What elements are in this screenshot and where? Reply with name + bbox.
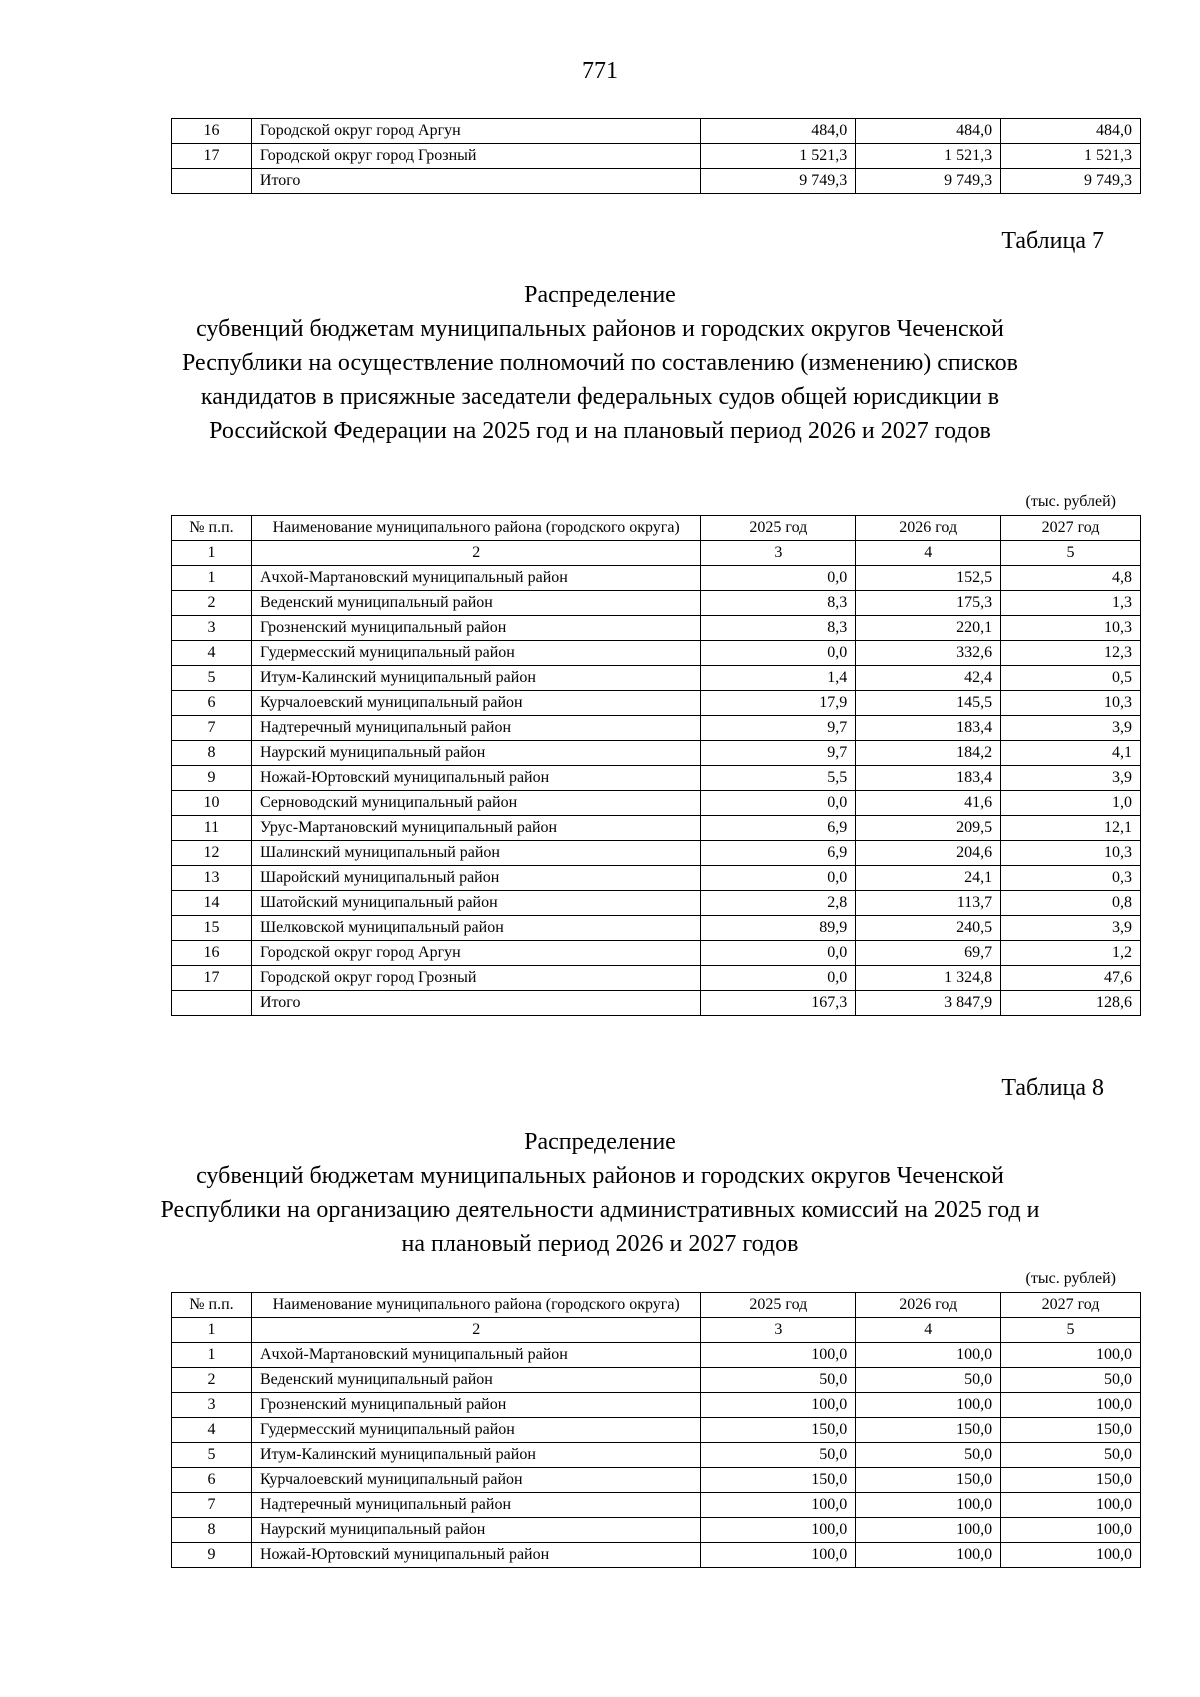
value-2025: 0,0 (701, 941, 856, 966)
row-number: 6 (172, 1468, 252, 1493)
row-number: 3 (172, 1393, 252, 1418)
value-2027: 12,3 (1001, 641, 1141, 666)
header-2027: 2027 год (1001, 516, 1141, 541)
index-cell: 3 (701, 1318, 856, 1343)
value-2027: 484,0 (1001, 119, 1141, 144)
row-number (172, 991, 252, 1016)
row-name: Шаройский муниципальный район (251, 866, 701, 891)
row-number: 1 (172, 566, 252, 591)
row-name: Грозненский муниципальный район (251, 616, 701, 641)
row-name: Городской округ город Аргун (251, 941, 701, 966)
index-cell: 1 (172, 1318, 252, 1343)
table-row (172, 119, 1141, 144)
value-2025: 8,3 (701, 616, 856, 641)
value-2026: 150,0 (856, 1418, 1001, 1443)
value-2027: 0,5 (1001, 666, 1141, 691)
value-2027: 9 749,3 (1001, 169, 1141, 194)
header-num: № п.п. (172, 516, 252, 541)
row-number: 12 (172, 841, 252, 866)
table-row (172, 144, 1141, 169)
value-2027: 100,0 (1001, 1393, 1141, 1418)
row-name: Серноводский муниципальный район (251, 791, 701, 816)
value-2026: 100,0 (856, 1543, 1001, 1568)
total-row (172, 991, 1141, 1016)
row-name: Итум-Калинский муниципальный район (251, 666, 701, 691)
table-row (172, 1443, 1141, 1468)
table-7-units: (тыс. рублей) (1025, 493, 1116, 510)
table-row (172, 641, 1141, 666)
row-name: Ножай-Юртовский муниципальный район (251, 1543, 701, 1568)
value-2025: 89,9 (701, 916, 856, 941)
value-2025: 1 521,3 (701, 144, 856, 169)
value-2026: 50,0 (856, 1443, 1001, 1468)
table-row (172, 1343, 1141, 1368)
row-name: Городской округ город Грозный (251, 144, 700, 169)
row-number: 16 (172, 941, 252, 966)
table-row (172, 616, 1141, 641)
table-row (172, 591, 1141, 616)
row-number: 1 (172, 1343, 252, 1368)
value-2025: 100,0 (701, 1343, 856, 1368)
table-row (172, 1368, 1141, 1393)
row-name: Надтеречный муниципальный район (251, 716, 701, 741)
value-2027: 4,1 (1001, 741, 1141, 766)
value-2026: 240,5 (856, 916, 1001, 941)
index-cell: 5 (1001, 1318, 1141, 1343)
index-cell: 5 (1001, 541, 1141, 566)
value-2027: 150,0 (1001, 1418, 1141, 1443)
value-2025: 0,0 (701, 966, 856, 991)
table-row (172, 1493, 1141, 1518)
row-number (172, 169, 252, 194)
table-row (172, 891, 1141, 916)
row-number: 2 (172, 1368, 252, 1393)
row-name: Веденский муниципальный район (251, 591, 701, 616)
value-2026: 209,5 (856, 816, 1001, 841)
row-number: 5 (172, 666, 252, 691)
value-2026: 100,0 (856, 1518, 1001, 1543)
row-name: Курчалоевский муниципальный район (251, 1468, 701, 1493)
value-2027: 1,3 (1001, 591, 1141, 616)
value-2026: 9 749,3 (856, 169, 1001, 194)
row-number: 8 (172, 741, 252, 766)
value-2026: 220,1 (856, 616, 1001, 641)
value-2026: 152,5 (856, 566, 1001, 591)
value-2027: 47,6 (1001, 966, 1141, 991)
table-row (172, 791, 1141, 816)
row-number: 4 (172, 1418, 252, 1443)
row-number: 16 (172, 119, 252, 144)
row-name: Шатойский муниципальный район (251, 891, 701, 916)
value-2026: 113,7 (856, 891, 1001, 916)
value-2025: 100,0 (701, 1543, 856, 1568)
value-2027: 1,2 (1001, 941, 1141, 966)
table-7 (171, 515, 1141, 1016)
value-2026: 145,5 (856, 691, 1001, 716)
value-2025: 100,0 (701, 1393, 856, 1418)
value-2027: 10,3 (1001, 841, 1141, 866)
value-2025: 0,0 (701, 566, 856, 591)
value-2027: 100,0 (1001, 1343, 1141, 1368)
table-8-title (150, 1125, 1050, 1261)
header-2026: 2026 год (856, 1293, 1001, 1318)
row-number: 4 (172, 641, 252, 666)
row-name: Городской округ город Грозный (251, 966, 701, 991)
value-2027: 4,8 (1001, 566, 1141, 591)
table-row (172, 691, 1141, 716)
value-2025: 167,3 (701, 991, 856, 1016)
row-name: Курчалоевский муниципальный район (251, 691, 701, 716)
value-2025: 17,9 (701, 691, 856, 716)
table-row (172, 716, 1141, 741)
row-number: 13 (172, 866, 252, 891)
value-2027: 128,6 (1001, 991, 1141, 1016)
table-row (172, 1543, 1141, 1568)
continued-table (171, 118, 1141, 194)
row-name: Итого (251, 991, 701, 1016)
row-number: 15 (172, 916, 252, 941)
value-2026: 183,4 (856, 716, 1001, 741)
row-name: Шалинский муниципальный район (251, 841, 701, 866)
table-row (172, 1518, 1141, 1543)
row-name: Итого (251, 169, 700, 194)
value-2027: 10,3 (1001, 616, 1141, 641)
value-2025: 150,0 (701, 1418, 856, 1443)
value-2025: 484,0 (701, 119, 856, 144)
table-7-title (150, 278, 1050, 448)
header-2026: 2026 год (856, 516, 1001, 541)
row-name: Ачхой-Мартановский муниципальный район (251, 1343, 701, 1368)
value-2025: 50,0 (701, 1368, 856, 1393)
row-name: Гудермесский муниципальный район (251, 1418, 701, 1443)
table-row (172, 966, 1141, 991)
row-number: 8 (172, 1518, 252, 1543)
row-name: Надтеречный муниципальный район (251, 1493, 701, 1518)
row-name: Урус-Мартановский муниципальный район (251, 816, 701, 841)
table-7-title-head: Распределение (524, 282, 676, 308)
value-2025: 100,0 (701, 1493, 856, 1518)
index-cell: 3 (701, 541, 856, 566)
row-name: Итум-Калинский муниципальный район (251, 1443, 701, 1468)
row-number: 14 (172, 891, 252, 916)
row-name: Городской округ город Аргун (251, 119, 700, 144)
value-2027: 50,0 (1001, 1443, 1141, 1468)
value-2026: 100,0 (856, 1393, 1001, 1418)
value-2026: 183,4 (856, 766, 1001, 791)
row-number: 17 (172, 966, 252, 991)
table-row (172, 666, 1141, 691)
value-2026: 1 324,8 (856, 966, 1001, 991)
table-7-header-row (172, 516, 1141, 541)
header-2027: 2027 год (1001, 1293, 1141, 1318)
value-2025: 8,3 (701, 591, 856, 616)
row-number: 3 (172, 616, 252, 641)
total-row (172, 169, 1141, 194)
value-2027: 50,0 (1001, 1368, 1141, 1393)
row-number: 7 (172, 716, 252, 741)
value-2025: 0,0 (701, 641, 856, 666)
value-2027: 12,1 (1001, 816, 1141, 841)
value-2027: 3,9 (1001, 716, 1141, 741)
value-2027: 100,0 (1001, 1543, 1141, 1568)
table-8-header-row (172, 1293, 1141, 1318)
header-name: Наименование муниципального района (городского округа) (251, 1293, 701, 1318)
index-cell: 4 (856, 1318, 1001, 1343)
table-row (172, 741, 1141, 766)
index-cell: 2 (251, 1318, 701, 1343)
table-8-units: (тыс. рублей) (1025, 1270, 1116, 1287)
table-7-label: Таблица 7 (1001, 228, 1104, 254)
value-2025: 2,8 (701, 891, 856, 916)
row-name: Гудермесский муниципальный район (251, 641, 701, 666)
value-2026: 175,3 (856, 591, 1001, 616)
table-row (172, 1418, 1141, 1443)
value-2025: 0,0 (701, 791, 856, 816)
value-2026: 150,0 (856, 1468, 1001, 1493)
value-2026: 41,6 (856, 791, 1001, 816)
value-2025: 9,7 (701, 741, 856, 766)
row-number: 5 (172, 1443, 252, 1468)
row-name: Грозненский муниципальный район (251, 1393, 701, 1418)
index-cell: 2 (251, 541, 701, 566)
value-2026: 184,2 (856, 741, 1001, 766)
table-8-index-row (172, 1318, 1141, 1343)
row-name: Наурский муниципальный район (251, 1518, 701, 1543)
value-2025: 6,9 (701, 841, 856, 866)
value-2025: 5,5 (701, 766, 856, 791)
header-2025: 2025 год (701, 1293, 856, 1318)
value-2027: 0,3 (1001, 866, 1141, 891)
table-row (172, 941, 1141, 966)
value-2026: 24,1 (856, 866, 1001, 891)
value-2025: 100,0 (701, 1518, 856, 1543)
row-number: 9 (172, 1543, 252, 1568)
row-name: Веденский муниципальный район (251, 1368, 701, 1393)
table-8-title-head: Распределение (524, 1129, 676, 1155)
value-2026: 332,6 (856, 641, 1001, 666)
table-row (172, 566, 1141, 591)
index-cell: 4 (856, 541, 1001, 566)
table-row (172, 841, 1141, 866)
row-number: 7 (172, 1493, 252, 1518)
value-2025: 0,0 (701, 866, 856, 891)
index-cell: 1 (172, 541, 252, 566)
row-number: 9 (172, 766, 252, 791)
row-number: 17 (172, 144, 252, 169)
row-name: Ачхой-Мартановский муниципальный район (251, 566, 701, 591)
row-name: Шелковской муниципальный район (251, 916, 701, 941)
row-number: 11 (172, 816, 252, 841)
table-row (172, 1393, 1141, 1418)
value-2026: 69,7 (856, 941, 1001, 966)
header-2025: 2025 год (701, 516, 856, 541)
row-number: 6 (172, 691, 252, 716)
value-2027: 0,8 (1001, 891, 1141, 916)
row-number: 2 (172, 591, 252, 616)
value-2027: 100,0 (1001, 1493, 1141, 1518)
table-row (172, 816, 1141, 841)
row-number: 10 (172, 791, 252, 816)
table-row (172, 916, 1141, 941)
header-num: № п.п. (172, 1293, 252, 1318)
table-8 (171, 1292, 1141, 1568)
value-2027: 150,0 (1001, 1468, 1141, 1493)
value-2025: 9,7 (701, 716, 856, 741)
table-7-title-body: субвенций бюджетам муниципальных районов и городских округов Чеченской Республики на осуществление полномочий по составлению (изменению) списков кандидатов в присяжные заседатели федеральных судов общей юрисдикции в Российской Федерации на 2025 год и на плановый период 2026 и 2027 годов (181, 316, 1019, 444)
row-name: Наурский муниципальный район (251, 741, 701, 766)
value-2027: 100,0 (1001, 1518, 1141, 1543)
table-8-title-body: субвенций бюджетам муниципальных районов и городских округов Чеченской Республики на организацию деятельности административных комиссий на 2025 год и на плановый период 2026 и 2027 годов (160, 1163, 1040, 1257)
value-2025: 1,4 (701, 666, 856, 691)
header-name: Наименование муниципального района (городского округа) (251, 516, 701, 541)
value-2026: 100,0 (856, 1343, 1001, 1368)
table-row (172, 866, 1141, 891)
value-2026: 42,4 (856, 666, 1001, 691)
value-2027: 1,0 (1001, 791, 1141, 816)
table-8-label: Таблица 8 (1001, 1075, 1104, 1101)
value-2026: 484,0 (856, 119, 1001, 144)
value-2025: 6,9 (701, 816, 856, 841)
row-name: Ножай-Юртовский муниципальный район (251, 766, 701, 791)
table-7-index-row (172, 541, 1141, 566)
table-row (172, 766, 1141, 791)
value-2027: 3,9 (1001, 916, 1141, 941)
value-2027: 10,3 (1001, 691, 1141, 716)
table-row (172, 1468, 1141, 1493)
value-2025: 150,0 (701, 1468, 856, 1493)
page-number: 771 (582, 58, 618, 84)
value-2026: 100,0 (856, 1493, 1001, 1518)
value-2026: 3 847,9 (856, 991, 1001, 1016)
value-2025: 50,0 (701, 1443, 856, 1468)
value-2026: 204,6 (856, 841, 1001, 866)
value-2027: 1 521,3 (1001, 144, 1141, 169)
value-2026: 50,0 (856, 1368, 1001, 1393)
value-2025: 9 749,3 (701, 169, 856, 194)
value-2027: 3,9 (1001, 766, 1141, 791)
value-2026: 1 521,3 (856, 144, 1001, 169)
